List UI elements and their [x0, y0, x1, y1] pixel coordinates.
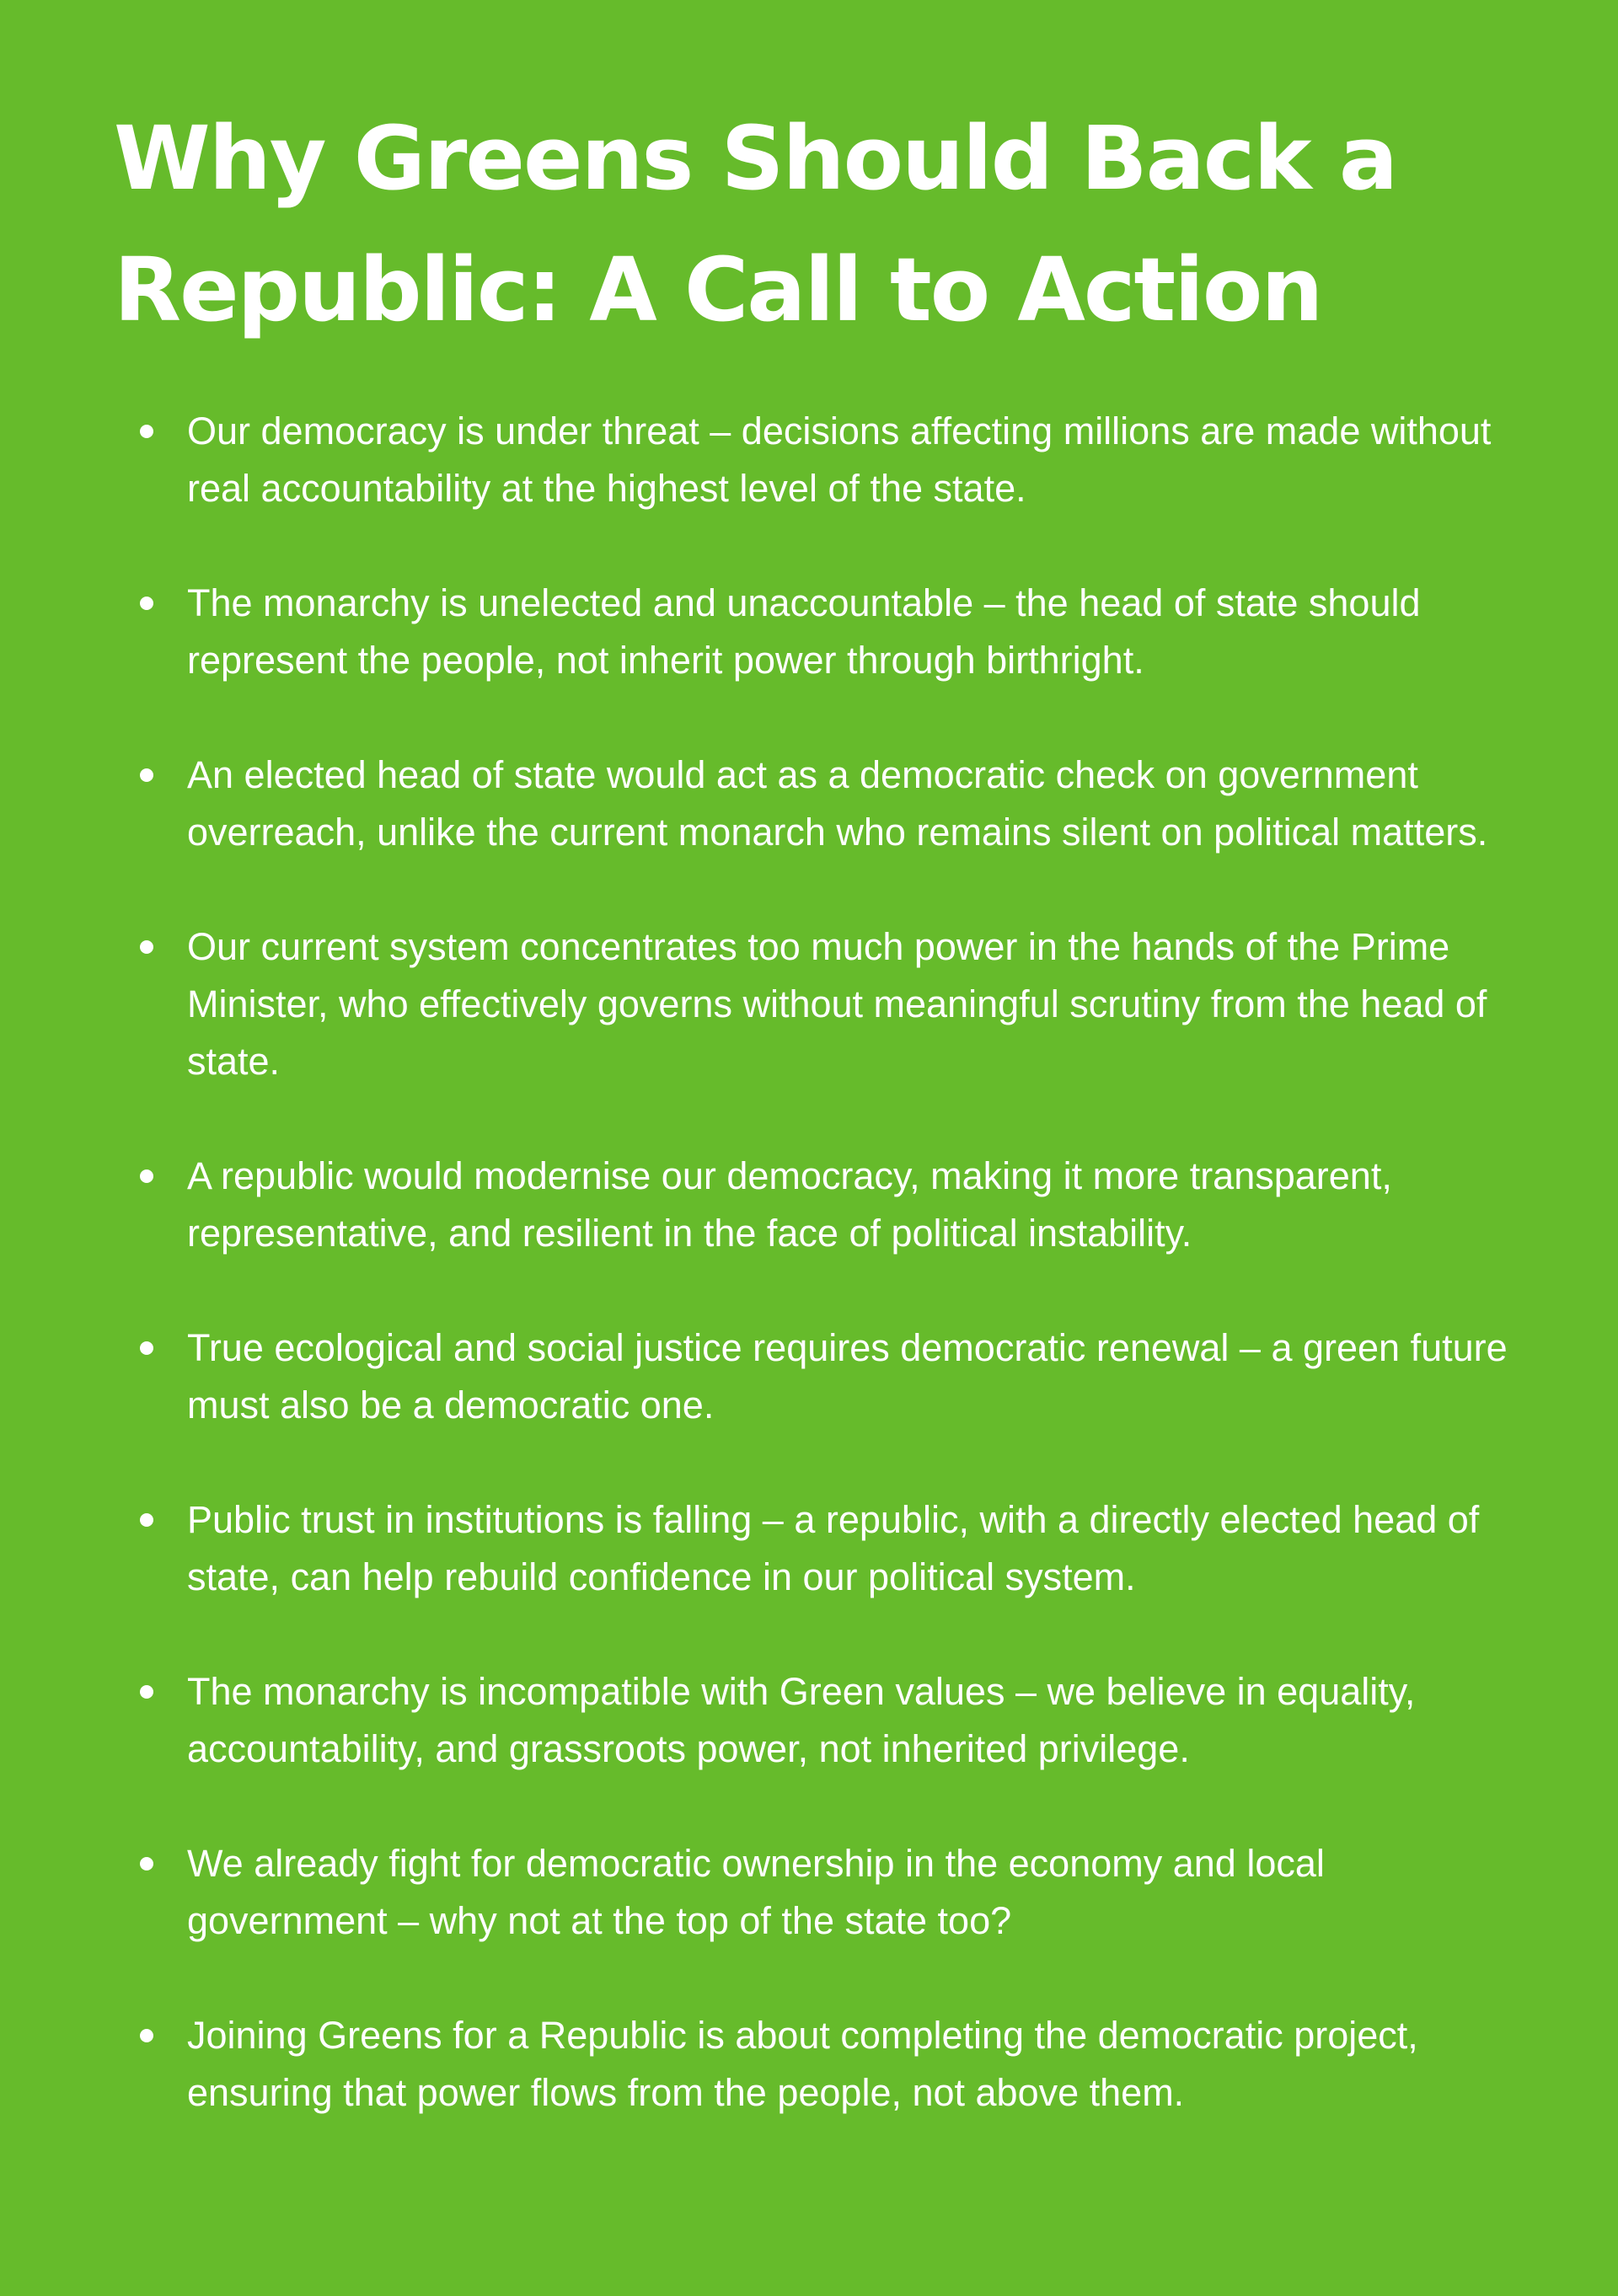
list-item — [0, 747, 1618, 861]
list-item-text: A republic would modernise our democracy, making it more transparent, representative, and resilient in the face of political instability. — [187, 1154, 1392, 1255]
bullet-dot-icon — [140, 2029, 153, 2042]
bullet-dot-icon — [140, 768, 153, 782]
title-line-2: Republic: A Call to Action — [114, 238, 1322, 341]
title-line-1: Why Greens Should Back a — [114, 107, 1397, 210]
list-item-text: True ecological and social justice requires democratic renewal – a green future must also be a democratic one. — [187, 1326, 1508, 1426]
list-item — [0, 1491, 1618, 1606]
bullet-dot-icon — [140, 425, 153, 438]
list-item — [0, 1319, 1618, 1434]
list-item-text: The monarchy is unelected and unaccountable – the head of state should represent the people, not inherit power through birthright. — [187, 581, 1421, 682]
list-item — [0, 1663, 1618, 1778]
list-item-text: The monarchy is incompatible with Green values – we believe in equality, accountability, and grassroots power, not inherited privilege. — [187, 1670, 1416, 1770]
bullet-dot-icon — [140, 1169, 153, 1183]
list-item — [0, 1835, 1618, 1950]
bullet-dot-icon — [140, 1857, 153, 1871]
bullet-dot-icon — [140, 1513, 153, 1527]
list-item — [0, 2007, 1618, 2122]
bullet-dot-icon — [140, 1685, 153, 1699]
list-item-text: We already fight for democratic ownership in the economy and local government – why not at the top of the state too? — [187, 1842, 1325, 1942]
list-item-text: Our current system concentrates too much power in the hands of the Prime Minister, who effectively governs without meaningful scrutiny from the head of state. — [187, 925, 1487, 1083]
list-item — [0, 918, 1618, 1090]
bullet-dot-icon — [140, 940, 153, 954]
list-item — [0, 575, 1618, 689]
list-item-text: An elected head of state would act as a democratic check on government overreach, unlike the current monarch who remains silent on political matters. — [187, 753, 1488, 854]
page-title — [114, 93, 1530, 356]
list-item — [0, 403, 1618, 517]
list-item — [0, 1148, 1618, 1262]
list-item-text: Public trust in institutions is falling – a republic, with a directly elected head of state, can help rebuild confidence in our political system. — [187, 1498, 1480, 1598]
list-item-text: Joining Greens for a Republic is about completing the democratic project, ensuring that power flows from the people, not above them. — [187, 2014, 1418, 2114]
bullet-list — [0, 403, 1618, 2179]
bullet-dot-icon — [140, 1341, 153, 1355]
list-item-text: Our democracy is under threat – decisions affecting millions are made without real accountability at the highest level of the state. — [187, 409, 1492, 510]
bullet-dot-icon — [140, 597, 153, 610]
